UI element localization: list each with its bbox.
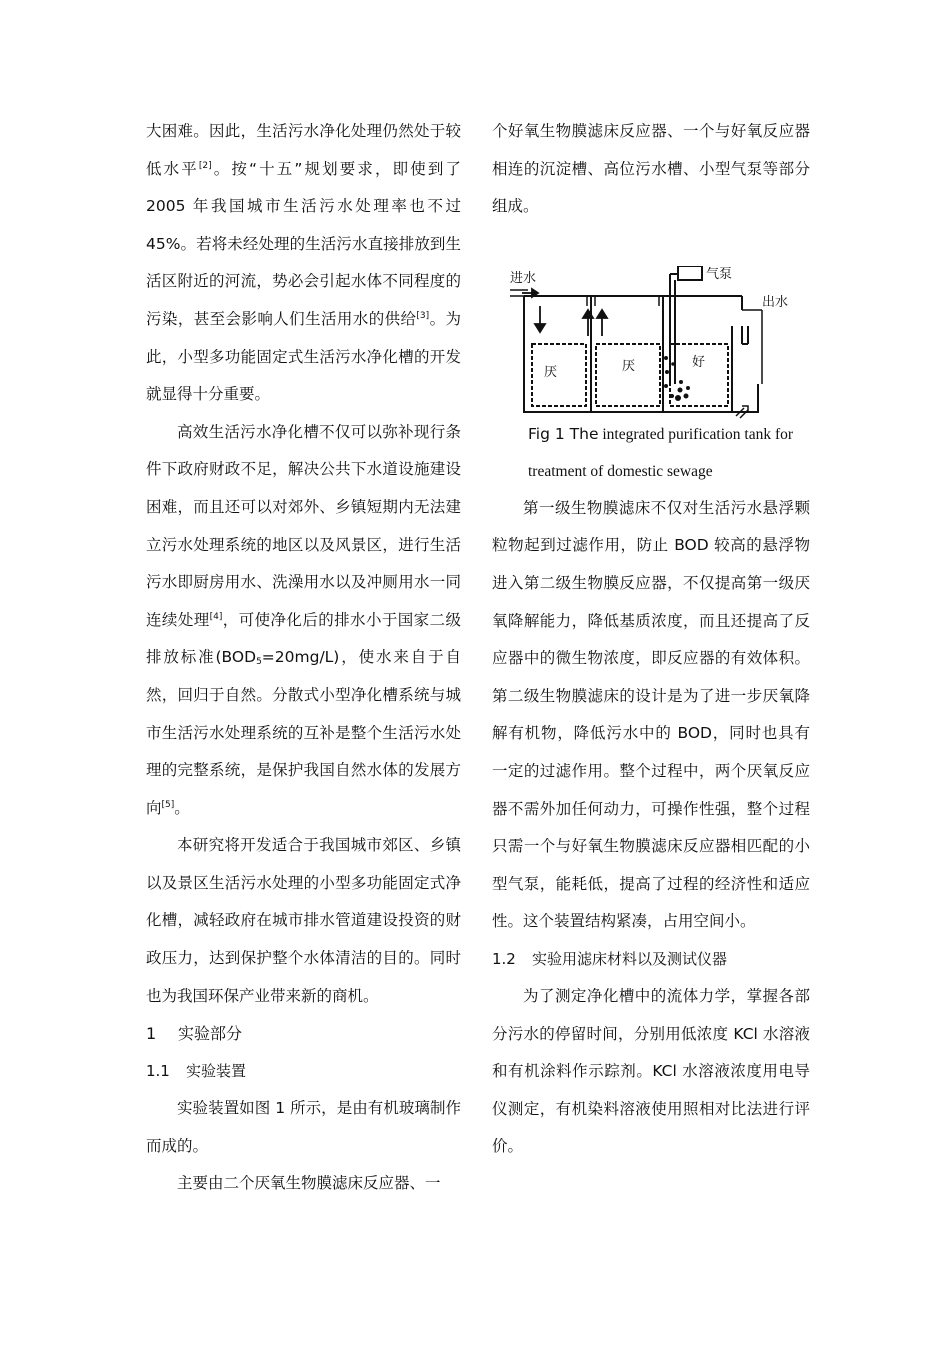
tank-outline — [524, 296, 758, 412]
air-pump-label: 气泵 — [706, 266, 733, 282]
text-span: 。按“十五”规划要求，即使到了 2005 年我国城市生活污水处理率也不过45%。若将未经处理的生活污水直接排放到生活区附近的河流，势必会引起水体不同程度的污染，甚至会影响人们生活用水的供给 — [146, 159, 461, 328]
citation-ref: [3] — [416, 310, 430, 321]
citation-ref: [5] — [161, 799, 175, 810]
section-heading-1-2 — [492, 941, 810, 978]
figure-caption — [492, 416, 810, 490]
paragraph-1 — [146, 113, 461, 414]
section-number: 1 — [146, 1024, 157, 1044]
paragraph-2 — [146, 414, 461, 828]
text-span: 。为此，小型多功能固定式生活污水净化槽的开发就显得十分重要。 — [146, 309, 461, 404]
filter-bed-2 — [596, 344, 660, 406]
section-title: 实验装置 — [186, 1062, 247, 1081]
purification-tank-diagram — [510, 266, 800, 422]
citation-ref: [4] — [209, 611, 223, 622]
section-number: 1.1 — [146, 1062, 170, 1081]
caption-lead: Fig 1 The — [528, 424, 599, 443]
text-span: ，可使净化后的排水小于国家二级排放标准(BOD — [146, 610, 461, 667]
left-column — [146, 113, 461, 1203]
paragraph-3: 本研究将开发适合于我国城市郊区、乡镇以及景区生活污水处理的小型多功能固定式净化槽，减轻政府在城市排水管道建设投资的财政压力，达到保护整个水体清洁的目的。同时也为我国环保产业带来新的商机。 — [146, 836, 461, 1005]
paragraph-6: 第一级生物膜滤床不仅对生活污水悬浮颗粒物起到过滤作用，防止 BOD 较高的悬浮物进入第二级生物膜反应器，不仅提高第一级厌氧降解能力，降低基质浓度，而且还提高了反应器中的微生物浓度，即反应器的有效体积。第二级生物膜滤床的设计是为了进一步厌氧降解有机物，降低污水中的 BOD，同时也具有一定的过滤作用。整个过程中，两个厌氧反应器不需外加任何动力，可操作性强，整个过程只需一个与好氧生物膜滤床反应器相匹配的小型气泵，能耗低，提高了过程的经济性和适应性。这个装置结构紧凑，占用空间小。 — [492, 498, 810, 931]
text-span: 。 — [174, 798, 190, 817]
section-number: 1.2 — [492, 949, 516, 968]
right-column — [492, 113, 810, 1166]
subscript: 5 — [256, 657, 262, 668]
text-span: 大困难。因此，生活污水净化处理仍然处于较低水平 — [146, 122, 461, 178]
aerobic-tank-label: 好 — [692, 354, 706, 370]
paragraph-5: 主要由二个厌氧生物膜滤床反应器、一 — [177, 1174, 441, 1193]
section-title: 实验用滤床材料以及测试仪器 — [532, 949, 728, 968]
figure-1 — [492, 226, 810, 416]
air-pump-box — [678, 266, 702, 280]
text-span: =20mg/L)，使水来自于自然，回归于自然。分散式小型净化槽系统与城市生活污水处理系统的互补是整个生活污水处理的完整系统，是保护我国自然水体的发展方向 — [146, 648, 461, 817]
section-heading-1-1 — [146, 1053, 461, 1090]
section-title: 实验部分 — [178, 1024, 243, 1044]
citation-ref: [2] — [198, 160, 212, 171]
inflow-label: 进水 — [510, 270, 537, 286]
text-span: 高效生活污水净化槽不仅可以弥补现行条件下政府财政不足，解决公共下水道设施建设困难，而且还可以对郊外、乡镇短期内无法建立污水处理系统的地区以及风景区，进行生活污水即厨房用水、洗澡用水以及冲厕用水一同连续处理 — [146, 422, 461, 629]
caption-text: treatment of domestic sewage — [528, 462, 713, 480]
outflow-label: 出水 — [762, 294, 789, 310]
anaerobic-tank-1-label: 厌 — [544, 364, 558, 380]
paragraph-4: 实验装置如图 1 所示，是由有机玻璃制作而成的。 — [146, 1099, 461, 1155]
filter-bed-1 — [532, 344, 586, 406]
paragraph-continued: 个好氧生物膜滤床反应器、一个与好氧反应器相连的沉淀槽、高位污水槽、小型气泵等部分组成。 — [492, 122, 810, 216]
section-heading-1 — [146, 1015, 461, 1053]
anaerobic-tank-2-label: 厌 — [622, 358, 636, 374]
caption-text: integrated purification tank for — [598, 425, 794, 443]
paragraph-7: 为了测定净化槽中的流体力学，掌握各部分污水的停留时间，分别用低浓度 KCl 水溶液和有机涂料作示踪剂。KCl 水溶液浓度用电导仪测定，有机染料溶液使用照相对比法进行评价。 — [492, 986, 810, 1156]
